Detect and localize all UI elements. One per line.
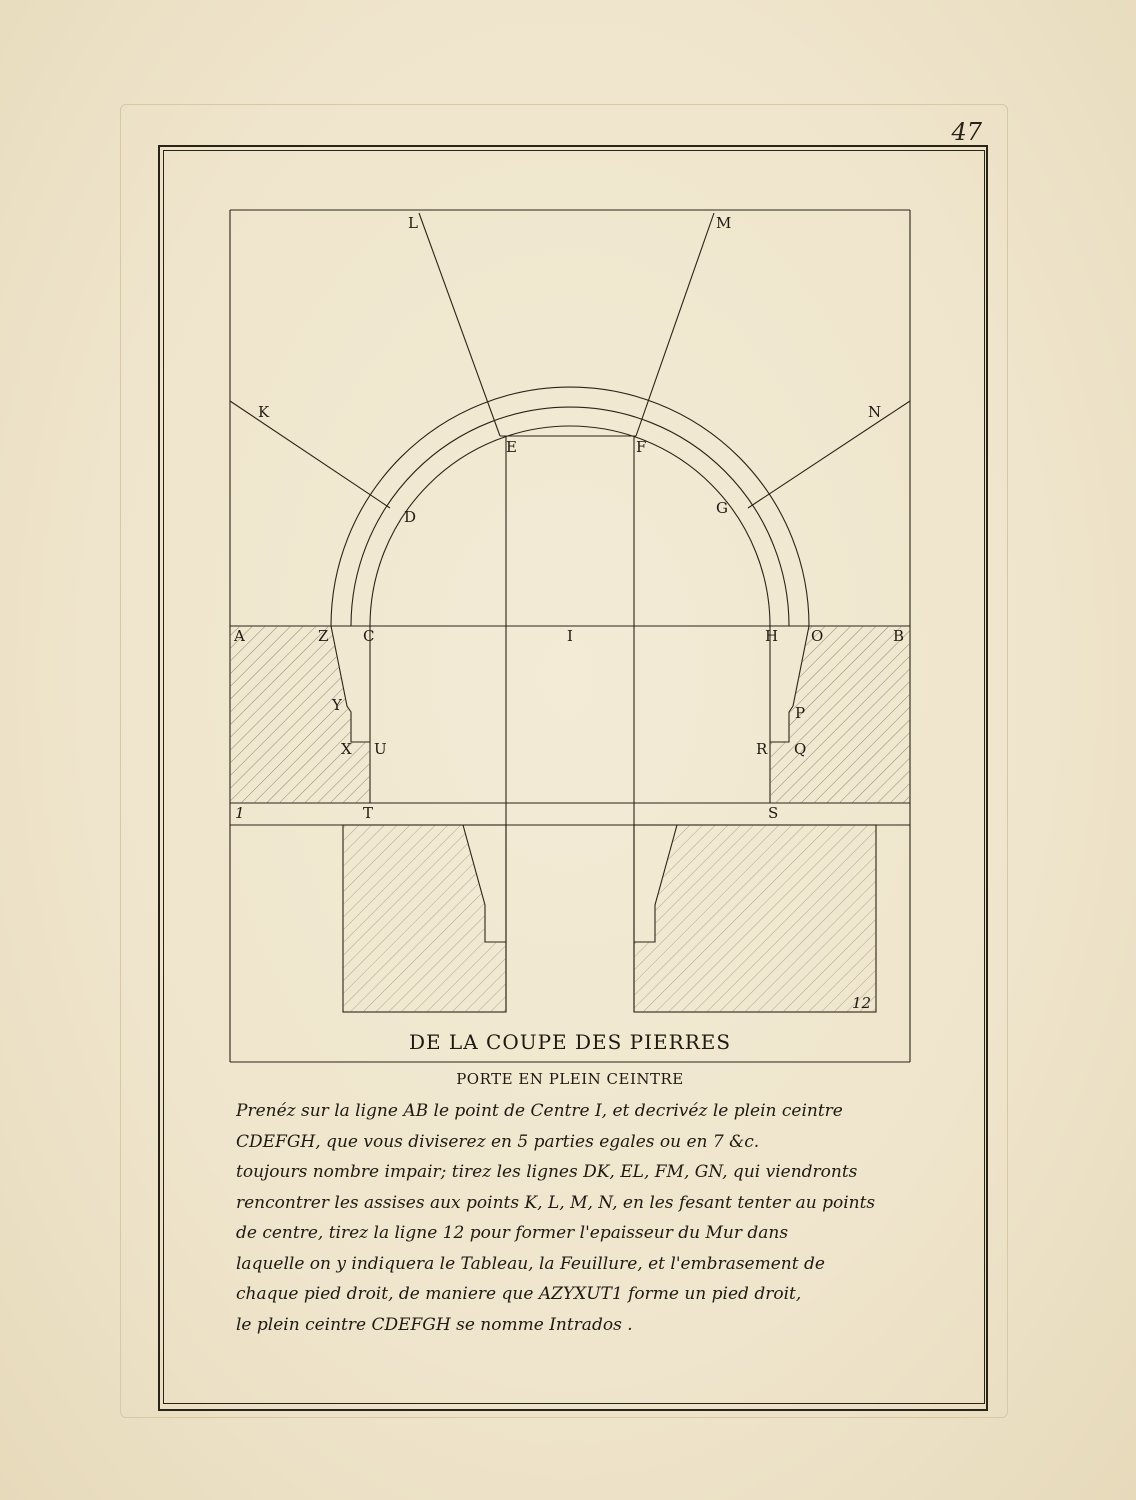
course-line-n: [748, 401, 910, 508]
label-g: G: [716, 499, 728, 517]
description-line: Prenéz sur la ligne AB le point de Centre I, et decrivéz le plein ceintre: [236, 1101, 843, 1121]
label-e: E: [506, 438, 517, 456]
description-line: laquelle on y indiquera le Tableau, la Feuillure, et l'embrasement de: [236, 1253, 825, 1274]
label-1: 1: [235, 804, 245, 822]
description-text: [236, 1096, 908, 1340]
page-number: 47: [951, 118, 982, 146]
left-pier-hatch: [230, 626, 370, 803]
joint-line-el: [419, 213, 500, 436]
label-i: I: [567, 627, 573, 645]
label-z: Z: [318, 627, 329, 645]
label-c: C: [363, 627, 375, 645]
label-q: Q: [794, 740, 807, 758]
label-d: D: [404, 508, 417, 526]
plate-subtitle: PORTE EN PLEIN CEINTRE: [456, 1070, 684, 1088]
left-plan-hatch: [343, 825, 506, 1012]
label-y: Y: [332, 696, 342, 714]
description-line: chaque pied droit, de maniere que AZYXUT1 forme un pied droit,: [236, 1284, 802, 1304]
label-x: X: [341, 740, 352, 758]
label-n: N: [868, 403, 882, 421]
label-u: U: [374, 740, 387, 758]
description-line: toujours nombre impair; tirez les lignes DK, EL, FM, GN, qui viendronts: [236, 1162, 858, 1182]
intrados-arc: [370, 426, 770, 626]
label-p: P: [795, 704, 806, 722]
label-r: R: [756, 740, 768, 758]
plate-title: DE LA COUPE DES PIERRES: [408, 1030, 732, 1054]
label-b: B: [893, 627, 905, 645]
label-12: 12: [852, 994, 872, 1012]
label-s: S: [768, 804, 779, 822]
description-line: de centre, tirez la ligne 12 pour former l'epaisseur du Mur dans: [236, 1223, 789, 1243]
label-k: K: [258, 403, 270, 421]
label-h: H: [765, 627, 779, 645]
label-l: L: [408, 214, 418, 232]
description-line: le plein ceintre CDEFGH se nomme Intrados .: [236, 1314, 633, 1335]
right-plan-hatch: [634, 825, 876, 1012]
label-o: O: [811, 627, 824, 645]
extrados-arc: [331, 387, 809, 626]
description-line: rencontrer les assises aux points K, L, M, N, en les fesant tenter au points: [236, 1192, 876, 1213]
right-pier-hatch: [770, 626, 910, 803]
description-line: CDEFGH, que vous diviserez en 5 parties egales ou en 7 &c.: [236, 1131, 760, 1152]
label-f: F: [636, 438, 647, 456]
label-a: A: [234, 627, 245, 645]
course-line-k: [230, 401, 390, 508]
joint-line-fm: [636, 213, 714, 436]
label-t: T: [363, 804, 374, 822]
label-m: M: [716, 214, 732, 232]
